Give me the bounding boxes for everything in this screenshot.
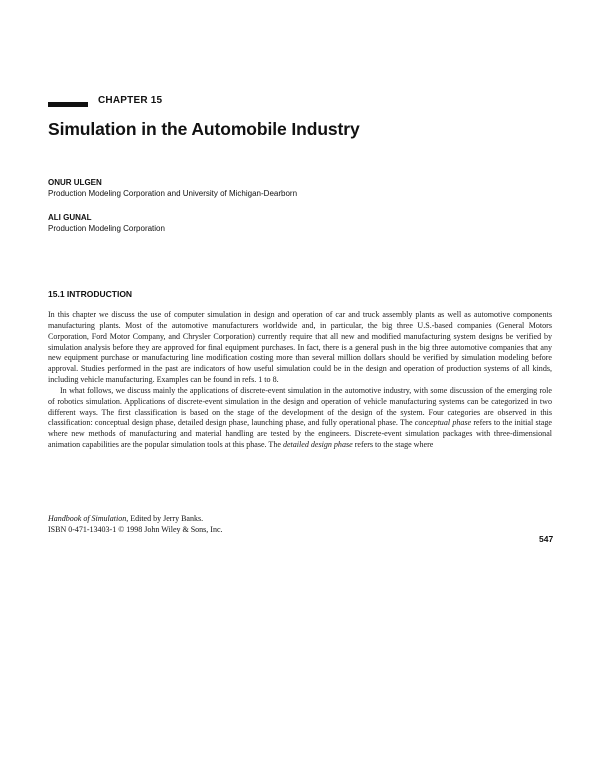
author-affiliation: Production Modeling Corporation [48,224,165,233]
paragraph: In what follows, we discuss mainly the applications of discrete-event simulation in the automotive industry, with some discussion of the emerging role of robotics simulation. Applications of discrete-event simulation in the design and operation of vehicle manufacturing systems can be categorized in two different ways. The first classification is based on the stage of the development of the design of the system. Four categories are observed in this classification: conceptual design phase, detailed design phase, launching phase, and fully operational phase. The conceptual phase refers to the initial stage where new methods of manufacturing and material handling are tested by the engineers. Discrete-event simulation packages with three-dimensional animation capabilities are the popular simulation tools at this phase. The detailed design phase refers to the stage where [48,385,553,450]
paragraph: In this chapter we discuss the use of computer simulation in design and operation of car and truck assembly plants as well as automotive components manufacturing plants. Most of the automotive manufacturers worldwide and, in particular, the big three U.S.-based companies (General Motors Corporation, Ford Motor Company, and Chrysler Corporation) currently require that all new and modified manufacturing system designs be verified by simulation analysis before they are approved for final equipment purchases. In fact, there is a general push in the big three automotive companies that any new equipment purchase or manufacturing line modification costing more than several million dollars should be verified by simulation modeling before approval. Studies performed in the past are indicators of how useful simulation could be in the design and operation of production systems of all kinds, including vehicle manufacturing. Examples can be found in refs. 1 to 8. [48,310,552,385]
isbn-line: ISBN 0-471-13403-1 © 1998 John Wiley & Sons, Inc. [48,524,223,534]
body-text [48,310,552,451]
chapter-title: Simulation in the Automobile Industry [48,119,360,139]
chapter-rule [48,102,88,107]
section-heading: 15.1 INTRODUCTION [48,289,133,299]
page-number: 547 [539,534,554,544]
copyright-footer [48,514,223,535]
editor-credit: , Edited by Jerry Banks. [126,514,204,523]
book-title: Handbook of Simulation [48,514,127,523]
author-name: ONUR ULGEN [48,178,102,187]
term-conceptual-phase: conceptual phase [414,418,472,428]
author-affiliation: Production Modeling Corporation and University of Michigan-Dearborn [48,189,298,198]
author-name: ALI GUNAL [48,213,92,222]
term-detailed-design-phase: detailed design phase [282,440,353,450]
chapter-label: CHAPTER 15 [98,95,163,106]
